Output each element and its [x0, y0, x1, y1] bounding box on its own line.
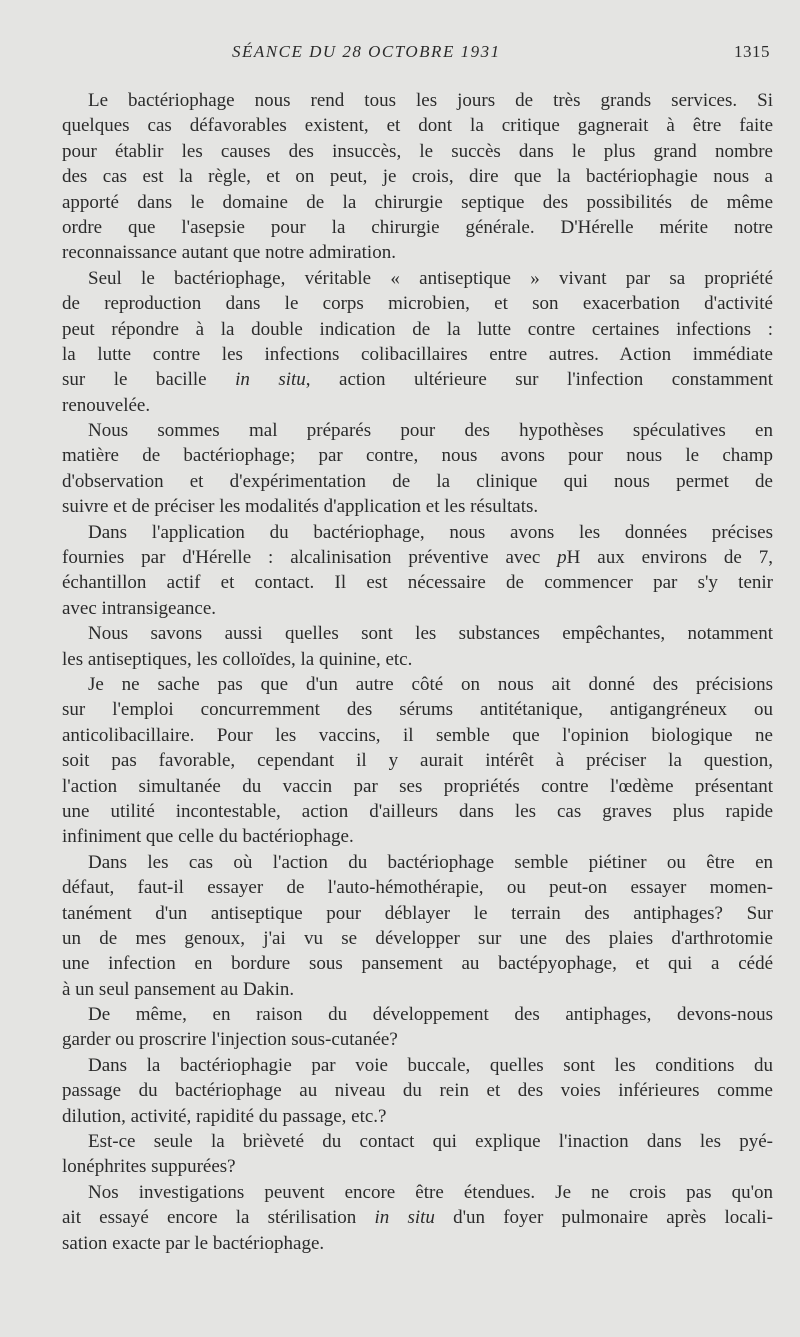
text-line [62, 469, 773, 494]
text-segment: d'observation et d'expérimentation de la clinique qui nous permet de [62, 470, 773, 492]
text-segment: lonéphrites suppurées? [62, 1156, 236, 1178]
paragraph [62, 88, 773, 266]
text-line [62, 113, 773, 138]
text-line [62, 1180, 773, 1205]
text-segment: sur le bacille [62, 369, 236, 391]
text-segment: Dans les cas où l'action du bactériophage semble piétiner ou être en [88, 851, 773, 873]
text-line [62, 139, 773, 164]
text-line [62, 215, 773, 240]
text-line [62, 1205, 773, 1230]
text-line [62, 977, 773, 1002]
text-segment: dilution, activité, rapidité du passage, etc.? [62, 1105, 387, 1127]
text-line [62, 190, 773, 215]
paragraph [62, 672, 773, 850]
text-line [62, 520, 773, 545]
text-line [62, 596, 773, 621]
text-segment: l'action simultanée du vaccin par ses propriétés contre l'œdème présentant [62, 775, 773, 797]
text-line [62, 443, 773, 468]
text-segment: suivre et de préciser les modalités d'application et les résultats. [62, 496, 539, 518]
text-line [62, 1154, 773, 1179]
text-segment: sur l'emploi concurremment des sérums antitétanique, antigangréneux ou [62, 699, 773, 721]
text-segment: infiniment que celle du bactériophage. [62, 826, 354, 848]
text-segment: Dans l'application du bactériophage, nous avons les données précises [88, 521, 773, 543]
text-segment: passage du bactériophage au niveau du rein et des voies inférieures comme [62, 1080, 773, 1102]
paragraph [62, 850, 773, 1002]
text-line [62, 926, 773, 951]
text-segment: la lutte contre les infections colibacillaires entre autres. Action immédiate [62, 343, 773, 365]
text-line [62, 291, 773, 316]
paragraph [62, 1129, 773, 1180]
paragraph [62, 1002, 773, 1053]
text-segment: quelques cas défavorables existent, et dont la critique gagnerait à être faite [62, 115, 773, 137]
text-line [62, 621, 773, 646]
paragraph [62, 520, 773, 622]
text-segment: garder ou proscrire l'injection sous-cutanée? [62, 1029, 398, 1051]
text-segment: H aux environs de 7, [566, 547, 773, 569]
text-line [62, 393, 773, 418]
text-segment: sation exacte par le bactériophage. [62, 1232, 325, 1254]
text-line [62, 1053, 773, 1078]
text-segment: matière de bactériophage; par contre, nous avons pour nous le champ [62, 445, 773, 467]
text-line [62, 672, 773, 697]
text-segment: échantillon actif et contact. Il est nécessaire de commencer par s'y tenir [62, 572, 773, 594]
text-segment: ordre que l'asepsie pour la chirurgie générale. D'Hérelle mérite notre [62, 216, 773, 238]
text-line [62, 494, 773, 519]
text-segment: les antiseptiques, les colloïdes, la quinine, etc. [62, 648, 413, 670]
text-segment: Dans la bactériophagie par voie buccale, quelles sont les conditions du [88, 1054, 773, 1076]
text-segment: Est-ce seule la brièveté du contact qui explique l'inaction dans les pyé- [88, 1131, 773, 1153]
running-title: SÉANCE DU 28 OCTOBRE 1931 [232, 42, 501, 61]
text-segment: , action ultérieure sur l'infection constamment [305, 369, 773, 391]
body-text [62, 88, 773, 1256]
text-segment: soit pas favorable, cependant il y aurait intérêt à préciser la question, [62, 750, 773, 772]
paragraph [62, 266, 773, 418]
paragraph [62, 418, 773, 520]
text-segment: défaut, faut-il essayer de l'auto-hémothérapie, ou peut-on essayer momen- [62, 877, 773, 899]
text-segment: anticolibacillaire. Pour les vaccins, il semble que l'opinion biologique ne [62, 724, 773, 746]
text-segment: à un seul pansement au Dakin. [62, 978, 295, 1000]
text-line [62, 875, 773, 900]
text-segment: une utilité incontestable, action d'ailleurs dans les cas graves plus rapide [62, 800, 773, 822]
text-line [62, 647, 773, 672]
text-segment: renouvelée. [62, 394, 151, 416]
text-line [62, 697, 773, 722]
text-segment: de reproduction dans le corps microbien, et son exacerbation d'activité [62, 293, 773, 315]
text-line [62, 418, 773, 443]
paragraph [62, 621, 773, 672]
text-line [62, 1027, 773, 1052]
text-segment: Le bactériophage nous rend tous les jours de très grands services. Si [88, 90, 773, 111]
text-line [62, 342, 773, 367]
text-segment: peut répondre à la double indication de la lutte contre certaines infections : [62, 318, 773, 340]
text-line [62, 901, 773, 926]
text-line [62, 1231, 773, 1256]
text-line [62, 545, 773, 570]
text-segment: tanément d'un antiseptique pour déblayer le terrain des antiphages? Sur [62, 902, 773, 924]
text-line [62, 1078, 773, 1103]
italic-text: in situ [235, 369, 306, 391]
text-line [62, 240, 773, 265]
text-segment: d'un foyer pulmonaire après locali- [434, 1207, 773, 1229]
paragraph [62, 1053, 773, 1129]
text-segment: Nous savons aussi quelles sont les substances empêchantes, notamment [88, 623, 773, 645]
page-header [0, 42, 800, 66]
text-line [62, 799, 773, 824]
text-line [62, 951, 773, 976]
text-segment: Seul le bactériophage, véritable « antiseptique » vivant par sa propriété [88, 267, 773, 289]
text-line [62, 88, 773, 113]
text-line [62, 1002, 773, 1027]
text-line [62, 1129, 773, 1154]
text-segment: pour établir les causes des insuccès, le succès dans le plus grand nombre [62, 140, 773, 162]
text-segment: avec intransigeance. [62, 597, 217, 619]
italic-text: p [557, 547, 567, 569]
paragraph [62, 1180, 773, 1256]
text-line [62, 1104, 773, 1129]
text-line [62, 164, 773, 189]
text-segment: une infection en bordure sous pansement au bactépyophage, et qui a cédé [62, 953, 773, 975]
text-segment: des cas est la règle, et on peut, je crois, dire que la bactériophagie nous a [62, 166, 773, 188]
text-line [62, 266, 773, 291]
text-line [62, 317, 773, 342]
italic-text: in situ [374, 1207, 435, 1229]
text-line [62, 850, 773, 875]
text-segment: apporté dans le domaine de la chirurgie septique des possibilités de même [62, 191, 773, 213]
text-line [62, 748, 773, 773]
page-number: 1315 [734, 42, 770, 61]
text-segment: fournies par d'Hérelle : alcalinisation préventive avec [62, 547, 558, 569]
text-segment: ait essayé encore la stérilisation [62, 1207, 375, 1229]
text-line [62, 570, 773, 595]
text-line [62, 367, 773, 392]
text-segment: De même, en raison du développement des antiphages, devons-nous [88, 1004, 773, 1026]
text-segment: reconnaissance autant que notre admiration. [62, 242, 396, 264]
text-segment: Nos investigations peuvent encore être étendues. Je ne crois pas qu'on [88, 1181, 773, 1203]
text-line [62, 723, 773, 748]
text-line [62, 774, 773, 799]
text-segment: un de mes genoux, j'ai vu se développer sur une des plaies d'arthrotomie [62, 927, 773, 949]
text-line [62, 824, 773, 849]
text-segment: Je ne sache pas que d'un autre côté on nous ait donné des précisions [88, 673, 773, 695]
text-segment: Nous sommes mal préparés pour des hypothèses spéculatives en [88, 420, 773, 442]
